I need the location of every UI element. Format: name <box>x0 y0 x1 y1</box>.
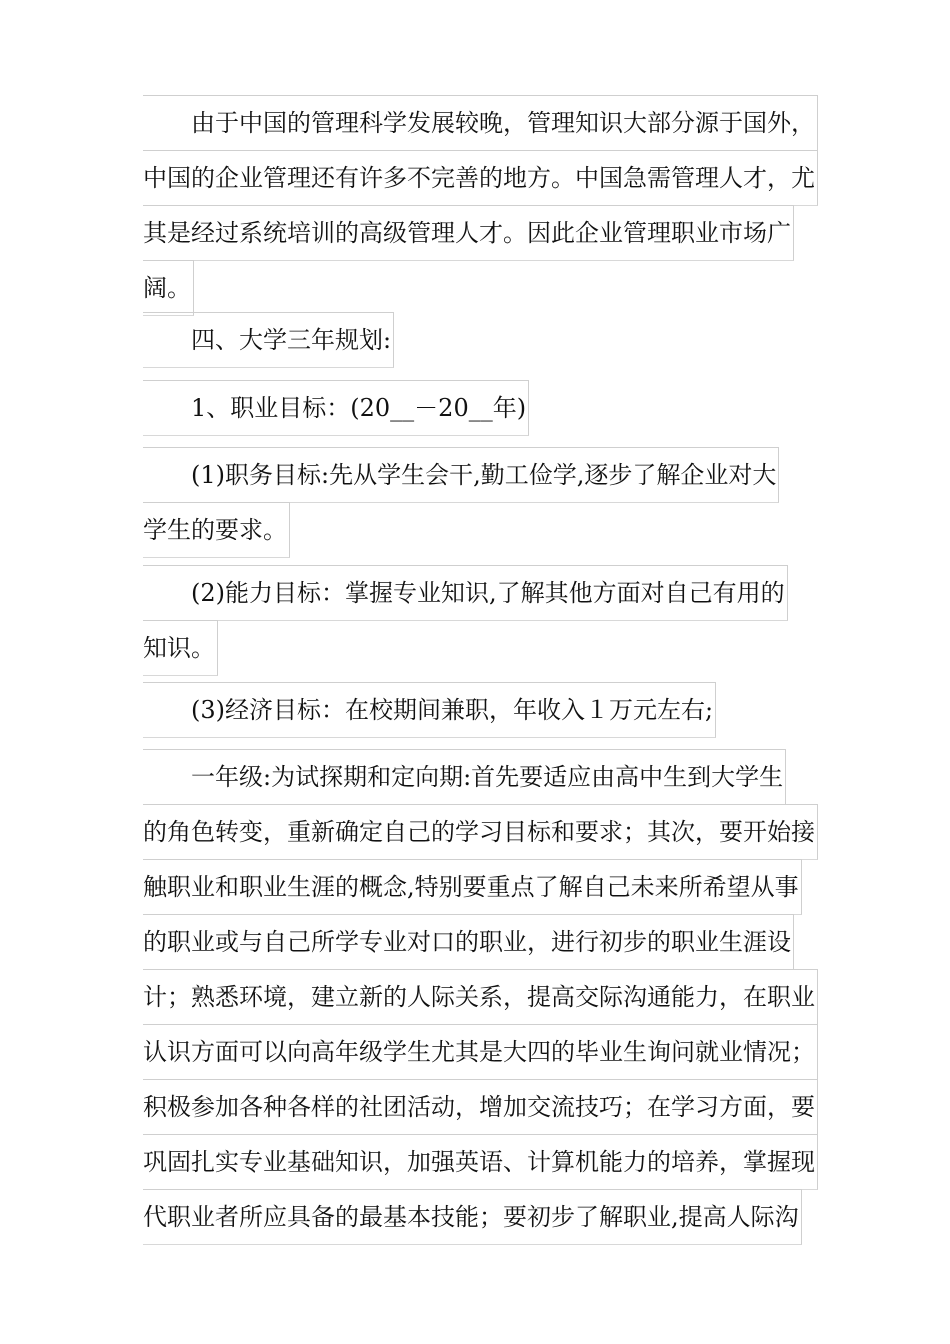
heading-three-year-plan <box>143 312 394 368</box>
text-line: 中国的企业管理还有许多不完善的地方。中国急需管理人才，尤 <box>143 150 818 206</box>
text-line: (3)经济目标：在校期间兼职，年收入１万元左右; <box>143 682 716 738</box>
paragraph-ability-goal <box>143 565 788 676</box>
text-line: 四、大学三年规划: <box>143 312 394 368</box>
text-line: 由于中国的管理科学发展较晚，管理知识大部分源于国外， <box>143 95 818 151</box>
text-line: 知识。 <box>143 620 218 676</box>
text-line: (1)职务目标:先从学生会干,勤工俭学,逐步了解企业对大 <box>143 447 779 503</box>
text-line: (2)能力目标：掌握专业知识,了解其他方面对自己有用的 <box>143 565 788 621</box>
text-line: 阔。 <box>143 260 194 316</box>
text-line: 巩固扎实专业基础知识，加强英语、计算机能力的培养，掌握现 <box>143 1134 818 1190</box>
text-line: 学生的要求。 <box>143 502 290 558</box>
text-line: 的角色转变，重新确定自己的学习目标和要求；其次，要开始接 <box>143 804 818 860</box>
text-line: 的职业或与自己所学专业对口的职业，进行初步的职业生涯设 <box>143 914 794 970</box>
paragraph-economic-goal <box>143 682 716 738</box>
text-line: 代职业者所应具备的最基本技能；要初步了解职业,提高人际沟 <box>143 1189 802 1245</box>
text-line: 触职业和职业生涯的概念,特别要重点了解自己未来所希望从事 <box>143 859 802 915</box>
text-line: 计；熟悉环境，建立新的人际关系，提高交际沟通能力，在职业 <box>143 969 818 1025</box>
paragraph-china-management <box>143 95 818 316</box>
paragraph-career-goal <box>143 380 529 436</box>
text-line: 一年级:为试探期和定向期:首先要适应由高中生到大学生 <box>143 749 786 805</box>
text-line: 积极参加各种各样的社团活动，增加交流技巧；在学习方面，要 <box>143 1079 818 1135</box>
paragraph-position-goal <box>143 447 779 558</box>
text-line: 其是经过系统培训的高级管理人才。因此企业管理职业市场广 <box>143 205 794 261</box>
text-line: 1、职业目标：(20__－20__年) <box>143 380 529 436</box>
paragraph-first-year <box>143 749 818 1245</box>
text-line: 认识方面可以向高年级学生尤其是大四的毕业生询问就业情况； <box>143 1024 818 1080</box>
